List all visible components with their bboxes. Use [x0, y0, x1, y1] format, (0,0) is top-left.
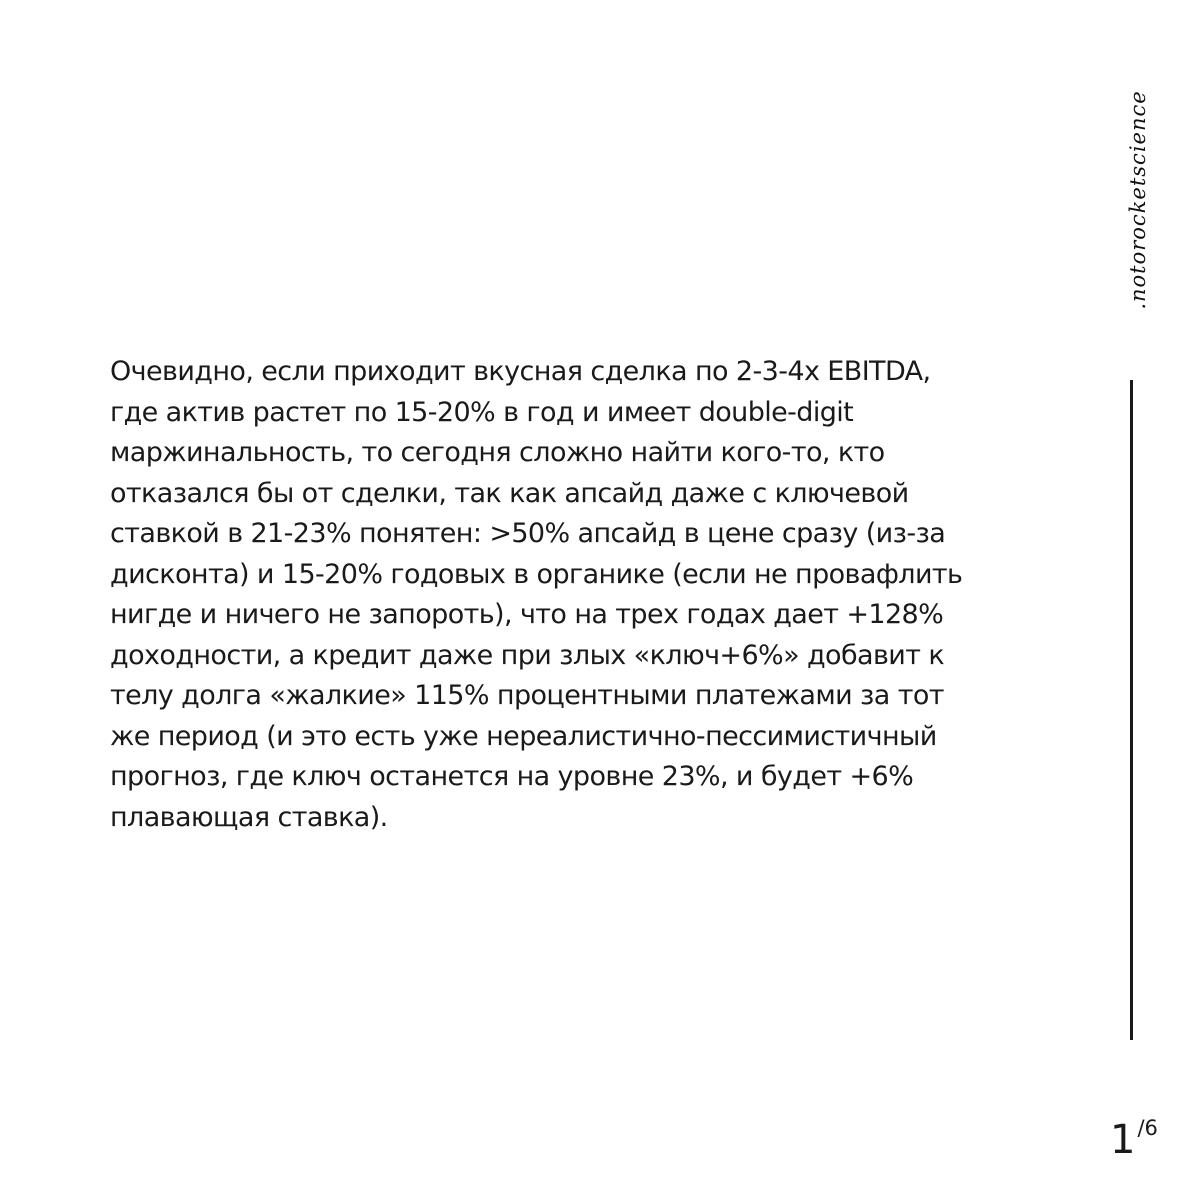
body-line: Очевидно, если приходит вкусная сделка по 2-3-4х EBITDA, — [110, 356, 931, 387]
body-paragraph — [110, 352, 1100, 838]
body-line: ставкой в 21-23% понятен: >50% апсайд в цене сразу (из-за — [110, 518, 946, 549]
body-line: прогноз, где ключ останется на уровне 23%, и будет +6% — [110, 761, 914, 792]
body-line: маржинальность, то сегодня сложно найти кого-то, кто — [110, 437, 885, 468]
vertical-divider — [1130, 380, 1133, 1040]
body-line: где актив растет по 15-20% в год и имеет double-digit — [110, 396, 854, 428]
body-line: плавающая ставка). — [110, 801, 388, 833]
page-total: /6 — [1137, 1116, 1158, 1140]
body-line: же период (и это есть уже нереалистично-пессимистичный — [110, 720, 937, 752]
brand-handle: .notorocketscience — [1126, 90, 1150, 310]
body-line: нигде и ничего не запороть), что на трех годах дает +128% — [110, 599, 944, 630]
body-line: доходности, а кредит даже при злых «ключ+6%» добавит к — [110, 639, 945, 671]
page-counter — [1110, 1116, 1158, 1163]
body-line: телу долга «жалкие» 115% процентными платежами за тот — [110, 680, 944, 711]
body-line: дисконта) и 15-20% годовых в органике (если не провафлить — [110, 558, 963, 590]
page-current: 1 — [1110, 1117, 1136, 1163]
body-line: отказался бы от сделки, так как апсайд даже с ключевой — [110, 477, 909, 509]
